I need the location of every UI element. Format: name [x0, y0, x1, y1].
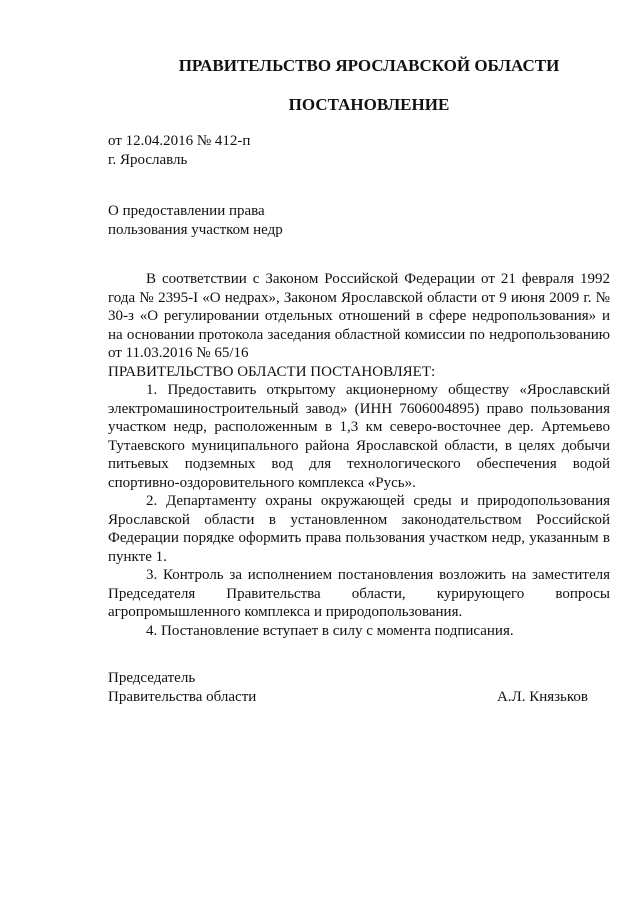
resolution-item-3: 3. Контроль за исполнением постановления возложить на заместителя Председателя Правительства области, курирующего вопросы агропромышленного комплекса и природопользования. [108, 567, 610, 620]
preamble-paragraph: В соответствии с Законом Российской Федерации от 21 февраля 1992 года № 2395-I «О недрах», Законом Ярославской области от 9 июня 2009 г. № 30-з «О регулировании отдельных отношений в сфере недропользования» и на основании протокола заседания областной комиссии по недропользованию от 11.03.2016 № 65/16 [108, 271, 610, 361]
resolution-item-4: 4. Постановление вступает в силу с момента подписания. [146, 622, 514, 639]
signature-block [108, 669, 588, 707]
resolution-heading: ПРАВИТЕЛЬСТВО ОБЛАСТИ ПОСТАНОВЛЯЕТ: [108, 363, 436, 380]
signatory-name: А.Л. Князьков [496, 689, 588, 705]
signatory-title-line-1: Председатель [108, 670, 196, 686]
resolution-item-2: 2. Департаменту охраны окружающей среды и природопользования Ярославской области в установленном законодательством Российской Федерации порядке оформить права пользования участком недр, указанным в пункте 1. [108, 493, 610, 565]
organization-title: ПРАВИТЕЛЬСТВО ЯРОСЛАВСКОЙ ОБЛАСТИ [178, 56, 560, 75]
document-subject [108, 202, 283, 240]
document-meta [108, 132, 250, 170]
date-number: от 12.04.2016 № 412-п [108, 133, 251, 149]
signatory-title-line-2: Правительства области [108, 689, 257, 705]
subject-line-1: О предоставлении права [108, 203, 265, 219]
document-body [108, 270, 610, 640]
document-type-title: ПОСТАНОВЛЕНИЕ [288, 95, 450, 114]
subject-line-2: пользования участком недр [108, 222, 283, 238]
city: г. Ярославль [108, 152, 188, 168]
resolution-item-1: 1. Предоставить открытому акционерному обществу «Ярославский электромашиностроительный завод» (ИНН 7606004895) право пользования участком недр, расположенным в 1,3 км северо-восточнее дер. Артемьево Тутаевского муниципального района Ярославской области, в целях добычи питьевых подземных вод для технологического обеспечения водой спортивно-оздоровительного комплекса «Русь». [108, 382, 610, 491]
